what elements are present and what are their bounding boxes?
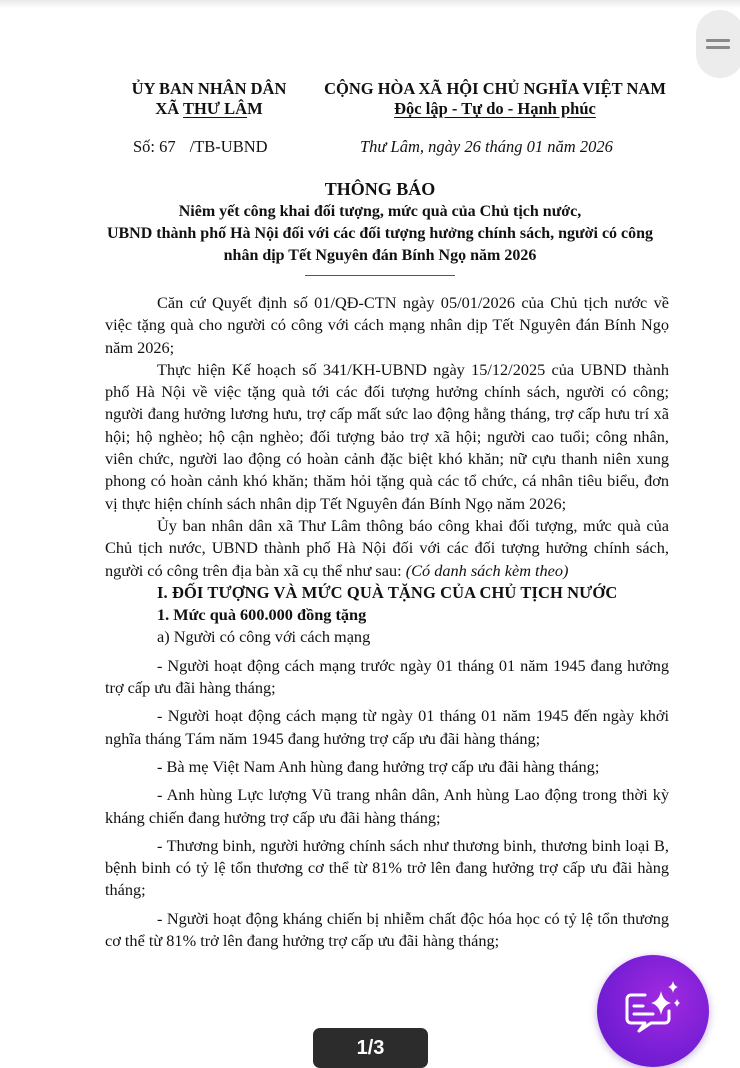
authority-suffix: M — [247, 99, 263, 118]
ai-assistant-button[interactable] — [597, 955, 709, 1067]
subsection-heading: 1. Mức quà 600.000 đồng tặng — [157, 605, 367, 625]
number-label: Số: 67 — [133, 137, 176, 156]
document-title: THÔNG BÁO — [324, 179, 436, 199]
item-a: a) Người có công với cách mạng — [157, 627, 371, 647]
national-motto — [320, 79, 670, 119]
announcement-text: Ủy ban nhân dân xã Thư Lâm thông báo công khai đối tượng, mức quà của Chủ tịch nước, UBND thành phố Hà Nội đối với các đối tượng hưởng chính sách, người có công trên địa bàn xã cụ thể như sau: — [105, 515, 669, 580]
country-name: CỘNG HÒA XÃ HỘI CHỦ NGHĨA VIỆT NAM — [324, 79, 666, 98]
list-item: - Thương binh, người hưởng chính sách như thương binh, thương binh loại B, bệnh binh có tỷ lệ tổn thương cơ thể từ 81% trở lên đang hưởng trợ cấp ưu đãi hàng tháng; — [105, 835, 669, 900]
drag-handle-icon — [706, 46, 730, 49]
authority-line-1: ỦY BAN NHÂN DÂN — [131, 79, 287, 98]
list-item: - Bà mẹ Việt Nam Anh hùng đang hưởng trợ cấp ưu đãi hàng tháng; — [157, 756, 600, 776]
document-body — [105, 292, 669, 952]
ai-chat-sparkle-icon — [623, 977, 683, 1039]
page-indicator: 1/3 — [313, 1028, 428, 1068]
title-block — [60, 177, 700, 276]
scroll-handle[interactable] — [696, 10, 740, 78]
paragraph-announcement — [105, 515, 669, 582]
subtitle-line-1: Niêm yết công khai đối tượng, mức quà của Chủ tịch nước, — [178, 203, 582, 220]
authority-prefix: XÃ — [155, 99, 184, 118]
authority-line-2 — [128, 99, 290, 119]
list-item: - Người hoạt động cách mạng từ ngày 01 tháng 01 năm 1945 đến ngày khởi nghĩa tháng Tám năm 1945 đang hưởng trợ cấp ưu đãi hàng tháng; — [105, 706, 669, 748]
viewer-top-bar — [0, 0, 740, 9]
subtitle-line-2: UBND thành phố Hà Nội đối với các đối tượng hưởng chính sách, người có công — [106, 225, 654, 242]
issuing-authority — [128, 79, 290, 119]
subtitle-line-3: nhân dịp Tết Nguyên đán Bính Ngọ năm 2026 — [223, 247, 537, 264]
authority-name-underlined: THƯ LÂ — [183, 99, 248, 118]
paragraph-plan: Thực hiện Kế hoạch số 341/KH-UBND ngày 15/12/2025 của UBND thành phố Hà Nội về việc tặng quà tới các đối tượng hưởng chính sách, người có công; người đang hưởng lương hưu, trợ cấp mất sức lao động hằng tháng, trợ cấp hưu trí xã hội; hộ nghèo; hộ cận nghèo; đối tượng bảo trợ xã hội; người cao tuổi; công nhân, viên chức, người lao động có hoàn cảnh đặc biệt khó khăn; nữ cựu thanh niên xung phong có hoàn cảnh khó khăn; thăm hỏi tặng quà các tổ chức, cá nhân tiêu biểu, đơn vị thực hiện chính sách nhân dịp Tết Nguyên đán Bính Ngọ năm 2026; — [105, 359, 669, 513]
paragraph-legal-basis: Căn cứ Quyết định số 01/QĐ-CTN ngày 05/01/2026 của Chủ tịch nước về việc tặng quà cho người có công với cách mạng nhân dịp Tết Nguyên đán Bính Ngọ năm 2026; — [105, 293, 669, 357]
place-date: Thư Lâm, ngày 26 tháng 01 năm 2026 — [360, 137, 613, 156]
list-item: - Người hoạt động kháng chiến bị nhiễm chất độc hóa học có tỷ lệ tổn thương cơ thể từ 81% trở lên đang hưởng trợ cấp ưu đãi hàng tháng; — [105, 908, 669, 951]
title-divider — [305, 275, 455, 276]
list-item: - Anh hùng Lực lượng Vũ trang nhân dân, Anh hùng Lao động trong thời kỳ kháng chiến đang hưởng trợ cấp ưu đãi hàng tháng; — [105, 785, 669, 827]
drag-handle-icon — [706, 39, 730, 42]
list-item: - Người hoạt động cách mạng trước ngày 01 tháng 01 năm 1945 đang hưởng trợ cấp ưu đãi hàng tháng; — [105, 655, 669, 698]
document-number — [133, 137, 268, 157]
section-heading: I. ĐỐI TƯỢNG VÀ MỨC QUÀ TẶNG CỦA CHỦ TỊCH NƯỚC — [157, 582, 618, 602]
attachment-note: (Có danh sách kèm theo) — [405, 560, 569, 580]
motto: Độc lập - Tự do - Hạnh phúc — [394, 99, 596, 118]
number-suffix: /TB-UBND — [189, 137, 268, 156]
